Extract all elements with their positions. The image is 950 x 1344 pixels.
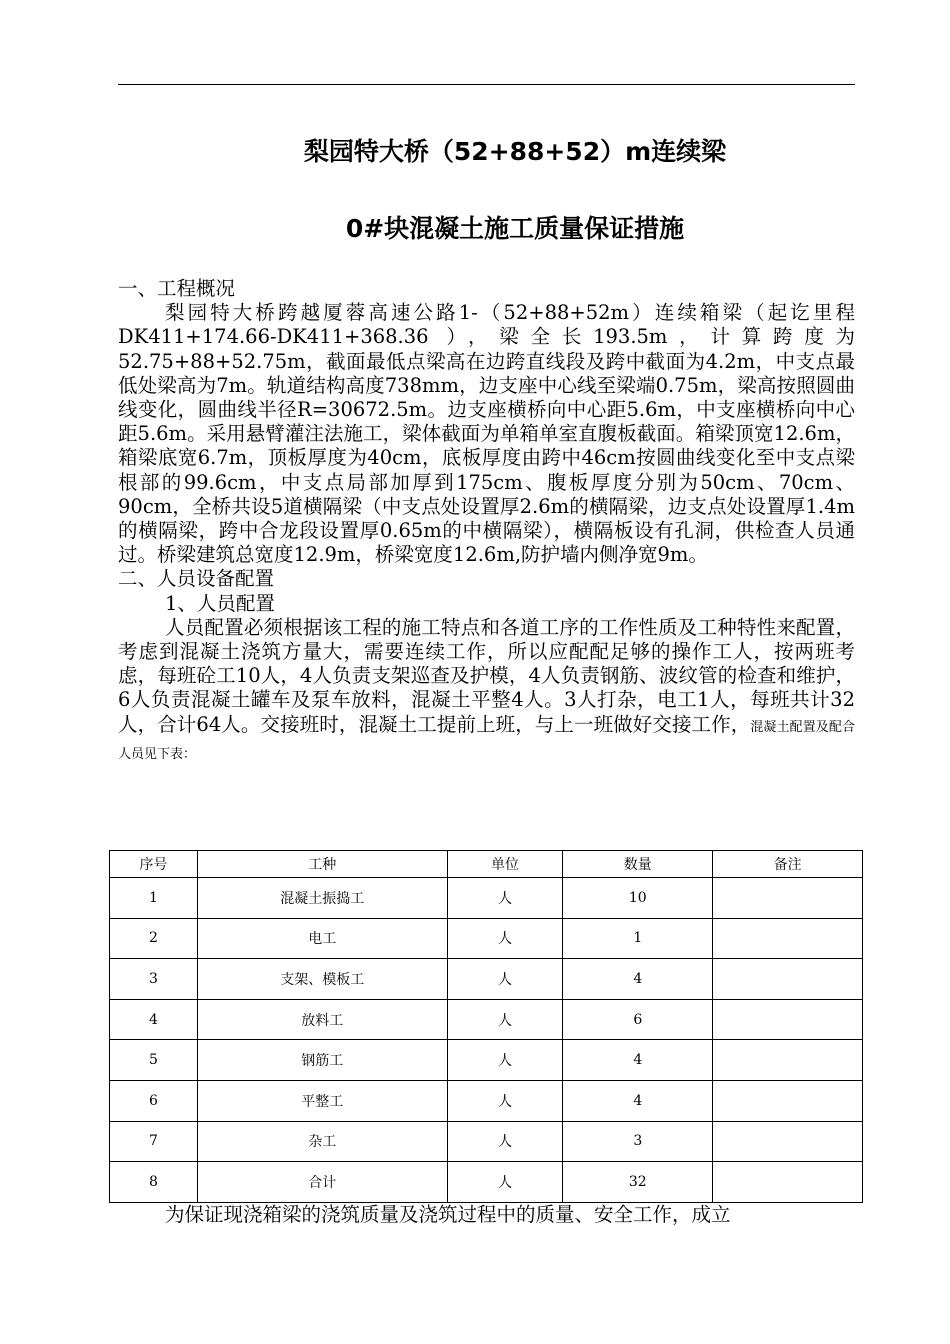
cell-unit: 人: [447, 999, 563, 1040]
cell-unit: 人: [447, 1162, 563, 1203]
cell-remarks: [713, 959, 863, 1000]
cell-remarks: [713, 878, 863, 919]
cell-trade: 混凝土振捣工: [197, 878, 447, 919]
cell-unit: 人: [447, 1040, 563, 1081]
cell-unit: 人: [447, 918, 563, 959]
table-row: [110, 1121, 863, 1162]
cell-quantity: 4: [563, 1040, 713, 1081]
continuation-paragraph: 为保证现浇箱梁的浇筑质量及浇筑过程中的质量、安全工作，成立: [165, 1203, 731, 1226]
header-unit: 单位: [447, 851, 563, 878]
section-heading: 二、人员设备配置: [118, 567, 275, 591]
cell-index: 3: [110, 959, 198, 1000]
cell-quantity: 32: [563, 1162, 713, 1203]
cell-unit: 人: [447, 878, 563, 919]
cell-remarks: [713, 1162, 863, 1203]
cell-index: 1: [110, 878, 198, 919]
section-heading: 一、工程概况: [118, 277, 236, 300]
document-subtitle: 0#块混凝土施工质量保证措施: [345, 214, 685, 243]
cell-trade: 钢筋工: [197, 1040, 447, 1081]
cell-index: 8: [110, 1162, 198, 1203]
table-row: [110, 918, 863, 959]
paragraph-text: 人员配置必须根据该工程的施工特点和各道工序的工作性质及工种特性来配置，考虑到混凝土浇筑方量大，需要连续工作，所以应配配足够的操作工人，按两班考虑，每班砼工10人，4人负责支架巡查及护模，4人负责钢筋、波纹管的检查和维护，6人负责混凝土罐车及泵车放料，混凝土平整4人。3人打杂，电工1人，每班共计32人，合计64人。交接班时，混凝土工提前上班，与上一班做好交接工作，: [118, 615, 855, 736]
table-row: [110, 1080, 863, 1121]
table-row: [110, 999, 863, 1040]
subsection-heading: 1、人员配置: [165, 591, 275, 615]
cell-remarks: [713, 918, 863, 959]
document-body: [118, 277, 855, 767]
header-rule: [118, 84, 855, 85]
cell-index: 5: [110, 1040, 198, 1081]
table-total-row: [110, 1162, 863, 1203]
cell-index: 7: [110, 1121, 198, 1162]
cell-quantity: 4: [563, 959, 713, 1000]
cell-index: 2: [110, 918, 198, 959]
cell-unit: 人: [447, 959, 563, 1000]
cell-index: 6: [110, 1080, 198, 1121]
table-intro-note: 混凝土配置及配合人员见下表：: [118, 719, 855, 762]
table-row: [110, 1040, 863, 1081]
paragraph: [118, 616, 855, 767]
table-header-row: [110, 851, 863, 878]
cell-remarks: [713, 999, 863, 1040]
document-title: 梨园特大桥（52+88+52）m连续梁: [303, 137, 727, 166]
staffing-table: [109, 850, 863, 1203]
cell-remarks: [713, 1080, 863, 1121]
cell-quantity: 3: [563, 1121, 713, 1162]
cell-trade: 电工: [197, 918, 447, 959]
header-quantity: 数量: [563, 851, 713, 878]
cell-remarks: [713, 1121, 863, 1162]
cell-trade: 支架、模板工: [197, 959, 447, 1000]
cell-trade: 杂工: [197, 1121, 447, 1162]
table-row: [110, 959, 863, 1000]
cell-quantity: 10: [563, 878, 713, 919]
cell-trade: 放料工: [197, 999, 447, 1040]
cell-index: 4: [110, 999, 198, 1040]
cell-quantity: 4: [563, 1080, 713, 1121]
header-trade: 工种: [197, 851, 447, 878]
cell-trade: 平整工: [197, 1080, 447, 1121]
cell-remarks: [713, 1040, 863, 1081]
table-row: [110, 878, 863, 919]
header-index: 序号: [110, 851, 198, 878]
header-remarks: 备注: [713, 851, 863, 878]
cell-unit: 人: [447, 1121, 563, 1162]
cell-unit: 人: [447, 1080, 563, 1121]
paragraph: 梨园特大桥跨越厦蓉高速公路1-（52+88+52m）连续箱梁（起讫里程DK411+174.66-DK411+368.36 ），梁全长193.5m，计算跨度为52.75+88+52.75m，截面最低点梁高在边跨直线段及跨中截面为4.2m，中支点最低处梁高为7m。轨道结构高度738mm，边支座中心线至梁端0.75m，梁高按照圆曲线变化，圆曲线半径R=30672.5m。边支座横桥向中心距5.6m，中支座横桥向中心距5.6m。采用悬臂灌注法施工，梁体截面为单箱单室直腹板截面。箱梁顶宽12.6m，箱梁底宽6.7m，顶板厚度为40cm，底板厚度由跨中46cm按圆曲线变化至中支点梁根部的99.6cm，中支点局部加厚到175cm、腹板厚度分别为50cm、70cm、90cm，全桥共设5道横隔梁（中支点处设置厚2.6m的横隔梁，边支点处设置厚1.4m的横隔梁，跨中合龙段设置厚0.65m的中横隔梁），横隔板设有孔洞，供检查人员通过。桥梁建筑总宽度12.9m，桥梁宽度12.6m,防护墙内侧净宽9m。: [118, 301, 855, 567]
cell-quantity: 6: [563, 999, 713, 1040]
cell-quantity: 1: [563, 918, 713, 959]
cell-trade: 合计: [197, 1162, 447, 1203]
